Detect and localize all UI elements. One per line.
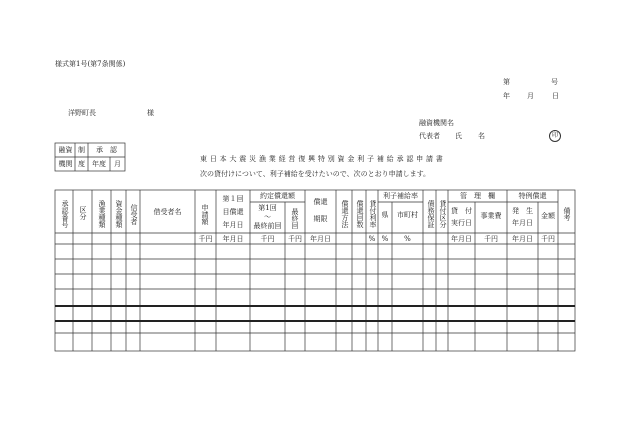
box-nendo: 年度 [92,160,106,168]
header-hoho: 償還方法 [341,200,349,228]
doc-number-suffix: 号 [551,78,558,86]
date-year: 年 [503,92,510,100]
header-jigyohi: 事業費 [480,212,502,220]
unit-ken: % [381,235,389,243]
form-number: 様式第1号(第7条関係) [55,60,126,68]
header-shonin-bango: 承認番号 [61,200,69,228]
box-do: 度 [78,160,85,168]
header-kigen: 期限 [313,215,328,223]
header-riritsu: 貸付利率 [369,200,377,228]
header-first2: 目償還 [222,208,244,216]
unit-shichoson: % [404,235,411,243]
header-first: 第１回 [222,195,244,203]
seal-mark: 印 [549,130,561,142]
header-kubun2: 貸付区分 [439,200,447,228]
form-title: 東 日 本 大 震 災 漁 業 経 営 復 興 特 別 資 金 利 子 補 給 承 認 申 請 書 [200,155,444,163]
box-tsuki: 月 [114,160,121,168]
header-hokyu: 利子補給率 [383,192,418,200]
header-shokan: 償還 [313,198,328,206]
addressee-honorific: 様 [147,109,154,117]
doc-number-prefix: 第 [503,78,510,86]
unit-saishu: 千円 [288,235,302,243]
unit-riritsu: % [368,235,376,243]
header-jikko: 実行日 [451,219,472,227]
box-kikan: 機関 [58,160,73,168]
representative-name-1: 氏 [455,132,462,140]
representative-name-2: 名 [478,132,485,140]
unit-jigyohi: 千円 [484,235,498,243]
header-hassei: 発 生 [512,207,533,215]
box-yushi: 融資 [58,146,73,154]
header-tilde: 〜 [264,213,271,221]
header-hassei-ymd: 年月日 [512,219,533,227]
header-tokurei: 特例償還 [518,192,547,200]
header-kingaku: 金額 [541,212,555,220]
header-biko: 備考 [563,207,571,221]
unit-first-ymd: 年月日 [222,235,244,243]
header-shikin: 資金種類 [115,200,123,228]
header-yakutei: 約定償還額 [260,192,295,200]
addressee-title: 洋野町長 [68,109,96,117]
representative-label: 代表者 [419,132,440,140]
header-kanri: 管 理 欄 [460,192,495,200]
header-kashitsuke: 貸 付 [451,207,472,215]
unit-kigen: 年月日 [310,235,331,243]
header-saishu-zen: 最終前回 [253,222,282,230]
unit-hassei: 年月日 [512,235,533,243]
header-borrower: 借受者名 [153,208,182,216]
header-kubun: 区分 [79,206,87,220]
date-month: 月 [527,92,534,100]
header-dai1: 第1回 [258,204,277,212]
institution-name-label: 融資機関名 [419,119,454,127]
header-ken: 県 [381,211,389,219]
unit-shinsei: 千円 [198,235,213,243]
header-kaisu: 償還回数 [356,200,364,228]
form-subtitle: 次の貸付けについて、利子補給を受けたいので、次のとおり申請します。 [200,170,431,178]
header-hosho: 債務保証 [427,200,435,228]
date-day: 日 [552,92,559,100]
unit-kingaku: 千円 [541,235,555,243]
box-shonin: 承 認 [96,146,117,154]
unit-jikko: 年月日 [451,235,472,243]
header-shinsei: 申請額 [201,203,209,225]
header-saishu: 最終回 [291,207,299,229]
header-first3: 年月日 [222,221,244,229]
box-sei: 制 [78,146,85,154]
header-shichoson: 市町村 [397,211,418,219]
header-shinju: 信受者 [130,203,138,225]
header-gyogyo: 漁業種類 [98,200,106,228]
unit-dai1: 千円 [260,235,275,243]
